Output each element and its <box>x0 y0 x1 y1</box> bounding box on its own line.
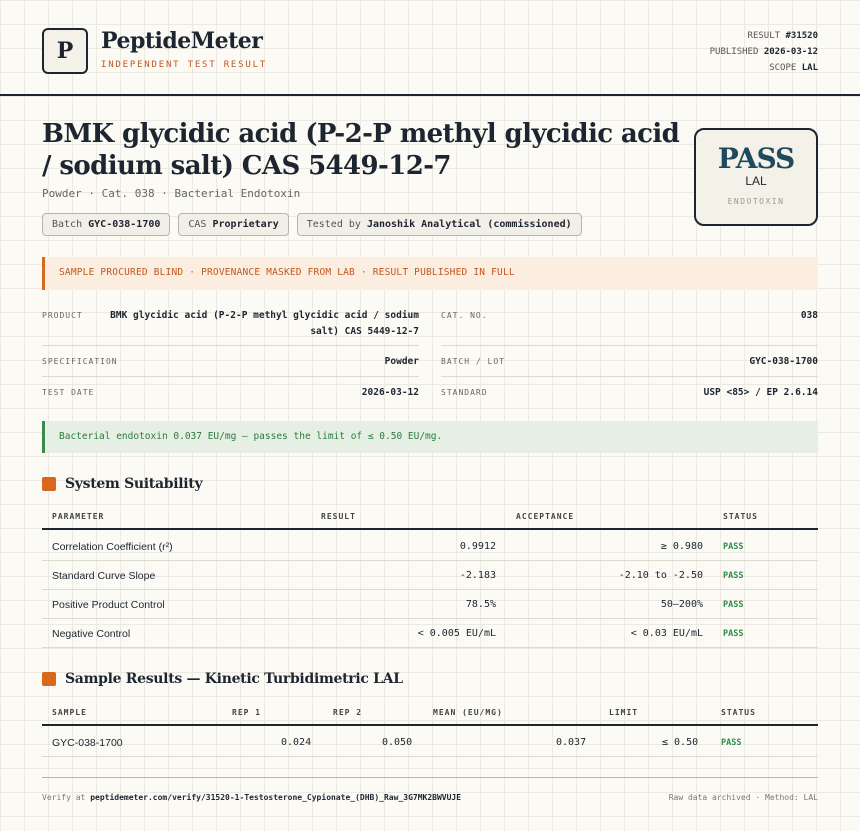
sample-results-table <box>42 700 818 760</box>
tag-value: Janoshik Analytical (commissioned) <box>366 219 572 230</box>
result-cell: < 0.005 EU/mL <box>417 628 496 639</box>
tag-cas <box>178 213 288 236</box>
info-value: GYC-038-1700 <box>749 356 818 367</box>
table-row <box>42 619 818 648</box>
table-row <box>42 561 818 590</box>
rep2-cell: 0.050 <box>382 737 413 748</box>
info-value: 038 <box>800 310 818 321</box>
verdict-word: PASS <box>717 142 795 175</box>
result-label: RESULT <box>747 31 781 41</box>
col-result: RESULT <box>321 512 356 521</box>
status-badge: PASS <box>723 600 744 610</box>
info-label: SPECIFICATION <box>42 357 118 366</box>
col-status: STATUS <box>721 708 756 717</box>
info-value: USP <85> / EP 2.6.14 <box>703 387 818 398</box>
info-product <box>42 302 419 346</box>
info-label: STANDARD <box>441 388 488 397</box>
col-parameter: PARAMETER <box>52 512 105 521</box>
result-summary-note: Bacterial endotoxin 0.037 EU/mg — passes the limit of ≤ 0.50 EU/mg. <box>42 421 818 453</box>
col-rep1: REP 1 <box>232 708 262 717</box>
acceptance-cell: 50–200% <box>660 599 703 610</box>
section-sample-results <box>42 671 403 687</box>
footer-archive-note: Raw data archived · Method: LAL <box>668 793 818 802</box>
published-label: PUBLISHED <box>709 47 759 57</box>
col-status: STATUS <box>723 512 758 521</box>
section-marker-icon <box>42 672 56 686</box>
info-specification <box>42 346 419 377</box>
product-title: BMK glycidic acid (P-2-P methyl glycidic acid / sodium salt) CAS 5449-12-7 <box>42 119 680 181</box>
published-date: 2026-03-12 <box>763 47 818 57</box>
result-id: #31520 <box>785 31 818 41</box>
scope-label: SCOPE <box>769 63 797 73</box>
parameter-cell: Positive Product Control <box>52 599 165 611</box>
parameter-cell: Standard Curve Slope <box>52 570 156 582</box>
info-cat-no <box>441 302 818 346</box>
verdict-badge <box>694 128 818 226</box>
mean-cell: 0.037 <box>556 737 587 748</box>
info-label: BATCH / LOT <box>441 357 505 366</box>
col-acceptance: ACCEPTANCE <box>516 512 575 521</box>
product-tags <box>42 213 582 236</box>
tag-value: GYC-038-1700 <box>88 219 161 230</box>
verify-label: Verify at <box>42 793 86 802</box>
tag-label: CAS <box>188 219 207 230</box>
product-subtitle: Powder · Cat. 038 · Bacterial Endotoxin <box>42 187 301 200</box>
result-cell: 0.9912 <box>459 541 496 552</box>
result-cell: 78.5% <box>465 599 496 610</box>
col-sample: SAMPLE <box>52 708 87 717</box>
table-header <box>42 700 818 726</box>
table-header <box>42 504 818 530</box>
brand-name: PeptideMeter <box>101 28 263 54</box>
tag-label: Tested by <box>306 219 361 230</box>
report-header <box>0 0 860 96</box>
result-cell: -2.183 <box>459 570 496 581</box>
info-label: PRODUCT <box>42 311 83 320</box>
status-badge: PASS <box>723 571 744 581</box>
section-system-suitability <box>42 476 202 492</box>
report-meta <box>710 28 818 76</box>
tag-tested-by <box>297 213 582 236</box>
status-badge: PASS <box>723 629 744 639</box>
info-label: CAT. NO. <box>441 311 488 320</box>
info-label: TEST DATE <box>42 388 95 397</box>
brand-subtitle: INDEPENDENT TEST RESULT <box>101 60 268 70</box>
acceptance-cell: -2.10 to -2.50 <box>618 570 703 581</box>
verify-link[interactable]: peptidemeter.com/verify/31520-1-Testosterone_Cypionate_(DHB)_Raw_3G7MK2BWVUJE <box>90 793 462 802</box>
info-test-date <box>42 377 419 408</box>
section-title: Sample Results — Kinetic Turbidimetric LAL <box>65 671 403 687</box>
col-mean: MEAN (EU/MG) <box>433 708 503 717</box>
info-standard <box>441 377 818 408</box>
logo-icon: P <box>42 28 88 74</box>
section-title: System Suitability <box>65 476 203 492</box>
info-value: 2026-03-12 <box>361 387 419 398</box>
limit-cell: ≤ 0.50 <box>662 737 699 748</box>
section-marker-icon <box>42 477 56 491</box>
table-row <box>42 532 818 561</box>
parameter-cell: Negative Control <box>52 628 131 640</box>
scope-value: LAL <box>801 63 818 73</box>
verdict-method: LAL <box>745 174 767 188</box>
col-limit: LIMIT <box>609 708 639 717</box>
rep1-cell: 0.024 <box>281 737 312 748</box>
status-badge: PASS <box>723 542 744 552</box>
col-rep2: REP 2 <box>333 708 363 717</box>
parameter-cell: Correlation Coefficient (r²) <box>52 541 173 553</box>
info-value: BMK glycidic acid (P-2-P methyl glycidic acid / sodium salt) CAS 5449-12-7 <box>110 310 419 337</box>
verdict-kind: ENDOTOXIN <box>727 197 785 206</box>
table-row <box>42 590 818 619</box>
provenance-banner: SAMPLE PROCURED BLIND · PROVENANCE MASKED FROM LAB · RESULT PUBLISHED IN FULL <box>42 257 818 290</box>
table-row <box>42 728 818 757</box>
acceptance-cell: ≥ 0.980 <box>660 541 703 552</box>
status-badge: PASS <box>721 738 742 748</box>
suitability-table <box>42 504 818 650</box>
tag-batch <box>42 213 170 236</box>
info-value: Powder <box>384 356 419 367</box>
tag-label: Batch <box>52 219 83 230</box>
sample-id-cell: GYC-038-1700 <box>52 737 123 749</box>
acceptance-cell: < 0.03 EU/mL <box>630 628 703 639</box>
info-batch <box>441 346 818 377</box>
tag-value: Proprietary <box>212 219 279 230</box>
report-footer <box>42 777 818 802</box>
